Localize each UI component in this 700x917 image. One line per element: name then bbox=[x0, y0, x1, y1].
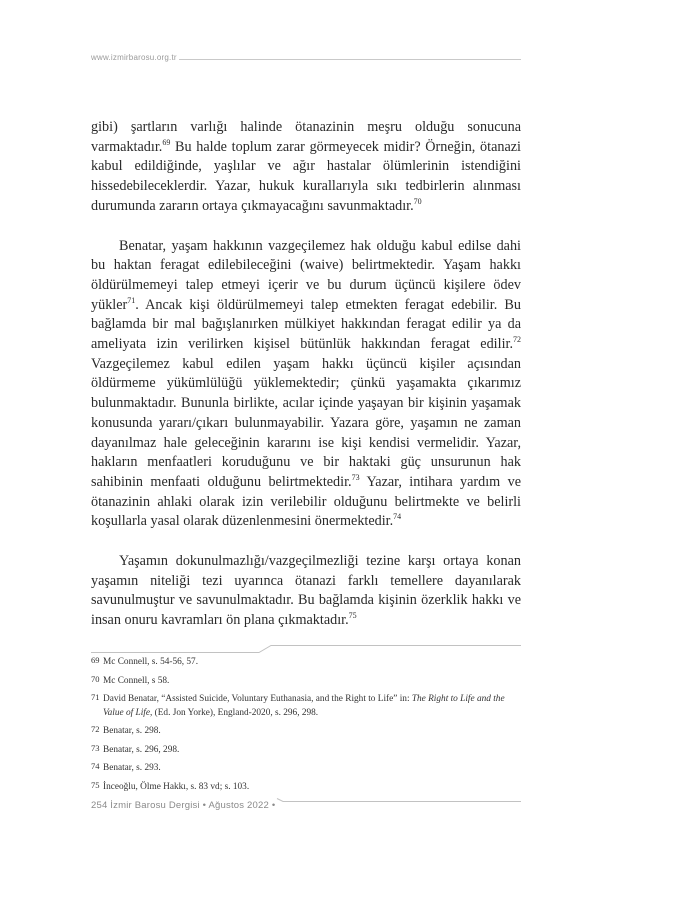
footnote-text bbox=[103, 782, 249, 792]
text-run: gibi) şartların varlığı halinde ötanazinin meşru olduğu sonucuna varmaktadır. bbox=[91, 119, 521, 155]
footnote-text bbox=[103, 676, 169, 686]
paragraph bbox=[91, 552, 521, 631]
footnote-number: 73 bbox=[91, 742, 100, 753]
page-footer bbox=[91, 798, 521, 814]
footnote bbox=[91, 675, 521, 689]
footnote-separator bbox=[91, 642, 521, 654]
footnote-reference: 74 bbox=[393, 512, 402, 522]
text-run: Benatar, s. 293. bbox=[103, 763, 161, 773]
text-run: David Benatar, “Assisted Suicide, Voluntary Euthanasia, and the Right to Life” in: bbox=[103, 694, 412, 704]
footnote-text bbox=[103, 694, 505, 718]
footnote-reference: 71 bbox=[127, 295, 136, 305]
text-run: Vazgeçilemez kabul edilen yaşam hakkı üçüncü kişiler açısından öldürmeme yükümlülüğü yüklemektedir; çünkü yaşamakta çıkarımız bulunmaktadır. Bununla birlikte, acılar içinde yaşayan bir kişinin yaşamak konusunda yararı/çıkarı bulunmayabilir. Yazara göre, yaşamın ne zaman dayanılmaz hale geleceğinin kararını ise kişi kendisi vermelidir. Yazar, hakların menfaatleri koruduğunu ve bir haktaki güç unsurunun hak sahibinin menfaati olduğunu belirtmektedir. bbox=[91, 355, 521, 490]
footnote-reference: 69 bbox=[162, 137, 171, 147]
footnote-text bbox=[103, 763, 161, 773]
footnote-text bbox=[103, 726, 161, 736]
main-text bbox=[91, 118, 521, 631]
footnote bbox=[91, 781, 521, 795]
footnote-number: 70 bbox=[91, 673, 100, 684]
text-run: Bu halde toplum zarar görmeyecek midir? Örneğin, ötanazi kabul edildiğinde, yaşlılar ve ağır hastalar ölümlerinin istendiğini hissedebileceklerdir. Yazar, hukuk kurallarıyla sıkı tedbirlerin alınması durumunda zararın ortaya çıkmayacağını savunmaktadır. bbox=[91, 138, 521, 214]
footnote-text bbox=[103, 745, 179, 755]
footnote-number: 75 bbox=[91, 779, 100, 790]
italic-text: The Right to Life and the Value of Life, bbox=[103, 694, 505, 718]
footnote-number: 71 bbox=[91, 692, 100, 702]
text-run: Yaşamın dokunulmazlığı/vazgeçilmezliği tezine karşı ortaya konan yaşamın niteliği tezi uyarınca ötanazi farklı temellere dayanılarak savunulmuştur ve savunulmaktadır. Bu bağlamda kişinin özerklik hakkı ve insan onuru kavramları ön plana çıkmaktadır. bbox=[91, 553, 521, 629]
text-run: İnceoğlu, Ölme Hakkı, s. 83 vd; s. 103. bbox=[103, 781, 250, 792]
footnote-reference: 73 bbox=[351, 472, 360, 482]
text-run: . Ancak kişi öldürülmemeyi talep etmekten feragat edebilir. Bu bağlamda bir mal bağışlanırken mülkiyet hakkından feragat edilir ya da ameliyata izin verilirken kişisel bütünlük hakkından feragat edilir. bbox=[91, 296, 521, 353]
text-run: Yazar, intihara yardım ve ötanazinin ahlaki olarak izin verilebilir olduğunu belirtmekte ve belirli koşullarla yasal olarak düzenlenmesini önermektedir. bbox=[91, 473, 522, 530]
text-run: Benatar, s. 296, 298. bbox=[103, 744, 180, 755]
footer-text: 254 İzmir Barosu Dergisi • Ağustos 2022 • bbox=[91, 800, 276, 811]
footnote bbox=[91, 693, 521, 720]
text-run: Benatar, s. 298. bbox=[103, 726, 161, 736]
footnote-reference: 70 bbox=[413, 196, 422, 206]
footnote bbox=[91, 744, 521, 758]
header-rule bbox=[179, 59, 521, 60]
text-run: (Ed. Jon Yorke), England-2020, s. 296, 298. bbox=[152, 707, 319, 718]
footnotes bbox=[91, 656, 521, 799]
footnote bbox=[91, 762, 521, 776]
footnote-text bbox=[103, 657, 198, 667]
header-url: www.izmirbarosu.org.tr bbox=[91, 53, 177, 62]
paragraph bbox=[91, 118, 521, 217]
paragraph bbox=[91, 237, 521, 533]
footnote bbox=[91, 656, 521, 670]
footnote-reference: 75 bbox=[348, 611, 357, 621]
text-run: Mc Connell, s. 54-56, 57. bbox=[103, 657, 199, 667]
footnote-reference: 72 bbox=[513, 335, 521, 345]
footnote-number: 74 bbox=[91, 761, 100, 771]
footnote bbox=[91, 725, 521, 739]
page-header bbox=[91, 53, 521, 67]
text-run: Benatar, yaşam hakkının vazgeçilemez hak olduğu kabul edilse dahi bu haktan feragat edilebileceğini (waive) belirtmektedir. Yaşam hakkı öldürülmemeyi talep etmeyi içerir ve bu durum üçüncü kişilere ödev yükler bbox=[91, 237, 521, 313]
footnote-number: 69 bbox=[91, 655, 100, 665]
footnote-number: 72 bbox=[91, 724, 100, 734]
text-run: Mc Connell, s 58. bbox=[103, 675, 170, 686]
